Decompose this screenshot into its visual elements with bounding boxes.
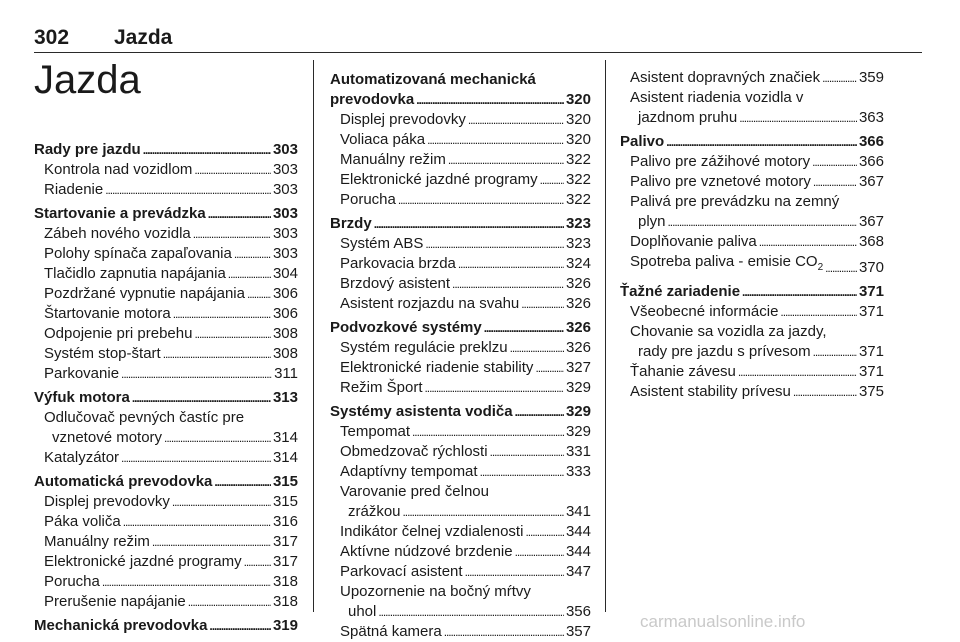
toc-item-label: Parkovanie bbox=[44, 365, 120, 382]
toc-page: 329 bbox=[565, 403, 591, 420]
toc-item-label: Tempomat bbox=[340, 423, 411, 440]
toc-item-label: Prerušenie napájanie bbox=[44, 593, 186, 610]
toc-page: 333 bbox=[565, 463, 591, 480]
toc-column-1 bbox=[34, 140, 298, 636]
toc-item-label: Voliaca páka bbox=[340, 131, 426, 148]
toc-item[interactable] bbox=[330, 170, 591, 190]
toc-page: 320 bbox=[565, 131, 591, 148]
toc-item[interactable] bbox=[620, 152, 884, 172]
toc-section-label: Automatická prevodovka bbox=[34, 473, 213, 490]
toc-item[interactable] bbox=[34, 180, 298, 200]
toc-item[interactable] bbox=[34, 512, 298, 532]
toc-item[interactable] bbox=[330, 442, 591, 462]
toc-item-label: Režim Šport bbox=[340, 379, 423, 396]
toc-item[interactable] bbox=[330, 522, 591, 542]
toc-page: 319 bbox=[272, 617, 298, 634]
toc-section-label: Startovanie a prevádzka bbox=[34, 205, 206, 222]
toc-item-line: Odlučovač pevných častíc pre bbox=[44, 409, 245, 426]
toc-item[interactable] bbox=[34, 572, 298, 592]
toc-item[interactable] bbox=[34, 160, 298, 180]
toc-item-line: Palivá pre prevádzku na zemný bbox=[630, 193, 840, 210]
toc-page: 356 bbox=[565, 603, 591, 620]
toc-page: 329 bbox=[565, 423, 591, 440]
toc-item-label: Kontrola nad vozidlom bbox=[44, 161, 193, 178]
toc-section[interactable] bbox=[330, 318, 591, 338]
toc-item-label: Asistent stability prívesu bbox=[630, 383, 791, 400]
toc-page: 306 bbox=[272, 285, 298, 302]
page-header bbox=[34, 26, 922, 54]
toc-page: 371 bbox=[858, 343, 884, 360]
toc-item-label: Elektronické jazdné programy bbox=[340, 171, 538, 188]
toc-item-label: Indikátor čelnej vzdialenosti bbox=[340, 523, 524, 540]
toc-page: 320 bbox=[565, 91, 591, 108]
toc-page: 327 bbox=[565, 359, 591, 376]
toc-item-line: Asistent riadenia vozidla v bbox=[630, 89, 804, 106]
toc-section-label: Palivo bbox=[620, 133, 665, 150]
toc-page: 303 bbox=[272, 181, 298, 198]
toc-item-label: Tlačidlo zapnutia napájania bbox=[44, 265, 226, 282]
toc-section-label: Rady pre jazdu bbox=[34, 141, 141, 158]
toc-page: 323 bbox=[565, 215, 591, 232]
toc-item[interactable] bbox=[330, 422, 591, 442]
toc-item-label: Porucha bbox=[340, 191, 396, 208]
toc-item-label: Palivo pre vznetové motory bbox=[630, 173, 811, 190]
toc-page: 326 bbox=[565, 319, 591, 336]
toc-page: 322 bbox=[565, 191, 591, 208]
toc-item[interactable] bbox=[34, 224, 298, 244]
toc-page: 311 bbox=[274, 365, 298, 382]
toc-item[interactable] bbox=[330, 150, 591, 170]
page-number: 302 bbox=[34, 26, 70, 49]
watermark: carmanualsonline.info bbox=[640, 612, 806, 631]
toc-item-label: uhol bbox=[348, 603, 377, 620]
toc-item[interactable] bbox=[34, 304, 298, 324]
toc-page: 303 bbox=[272, 161, 298, 178]
toc-item[interactable] bbox=[330, 462, 591, 482]
toc-item-label: Systém ABS bbox=[340, 235, 424, 252]
toc-page: 317 bbox=[272, 533, 298, 550]
toc-item-line: Varovanie pred čelnou bbox=[340, 483, 489, 500]
toc-item-label: Asistent rozjazdu na svahu bbox=[340, 295, 520, 312]
toc-page: 314 bbox=[272, 429, 298, 446]
toc-item-label: vznetové motory bbox=[52, 429, 163, 446]
toc-page: 367 bbox=[858, 213, 884, 230]
toc-page: 326 bbox=[565, 295, 591, 312]
toc-item[interactable] bbox=[330, 274, 591, 294]
toc-page: 322 bbox=[565, 171, 591, 188]
toc-item-label: zrážkou bbox=[348, 503, 401, 520]
toc-page: 367 bbox=[858, 173, 884, 190]
toc-item-label: Štartovanie motora bbox=[44, 305, 171, 322]
toc-item[interactable] bbox=[620, 382, 884, 402]
column-divider bbox=[313, 60, 314, 612]
toc-item-label: Asistent dopravných značiek bbox=[630, 69, 821, 86]
toc-item[interactable] bbox=[330, 622, 591, 642]
toc-section[interactable] bbox=[620, 132, 884, 152]
toc-page: 366 bbox=[858, 153, 884, 170]
toc-page: 344 bbox=[565, 543, 591, 560]
toc-page: 324 bbox=[565, 255, 591, 272]
toc-page: 303 bbox=[272, 141, 298, 158]
toc-item[interactable] bbox=[330, 378, 591, 398]
running-title: Jazda bbox=[114, 26, 173, 49]
toc-item[interactable] bbox=[330, 338, 591, 358]
toc-item[interactable] bbox=[34, 364, 298, 384]
toc-section-label: Brzdy bbox=[330, 215, 372, 232]
toc-item-label: Systém stop-štart bbox=[44, 345, 161, 362]
toc-section-label: Výfuk motora bbox=[34, 389, 130, 406]
toc-item[interactable] bbox=[330, 110, 591, 130]
toc-page: 326 bbox=[565, 339, 591, 356]
toc-item-label: Páka voliča bbox=[44, 513, 121, 530]
toc-page: 366 bbox=[858, 133, 884, 150]
toc-page: 322 bbox=[565, 151, 591, 168]
toc-page: 308 bbox=[272, 325, 298, 342]
toc-item[interactable] bbox=[330, 130, 591, 150]
toc-page: 329 bbox=[565, 379, 591, 396]
toc-page: 371 bbox=[858, 363, 884, 380]
toc-page: 341 bbox=[565, 503, 591, 520]
toc-page: 317 bbox=[272, 553, 298, 570]
toc-item[interactable] bbox=[34, 324, 298, 344]
toc-page: 313 bbox=[272, 389, 298, 406]
toc-page: 303 bbox=[272, 205, 298, 222]
toc-page: 316 bbox=[272, 513, 298, 530]
toc-item-line: Chovanie sa vozidla za jazdy, bbox=[630, 323, 827, 340]
toc-page: 368 bbox=[858, 233, 884, 250]
toc-page: 315 bbox=[272, 493, 298, 510]
toc-section[interactable] bbox=[330, 90, 591, 110]
toc-item-label: Ťahanie závesu bbox=[630, 363, 736, 380]
toc-item-line: Upozornenie na bočný mŕtvy bbox=[340, 583, 531, 600]
header-rule bbox=[34, 52, 922, 53]
toc-item[interactable] bbox=[330, 542, 591, 562]
toc-item[interactable] bbox=[620, 68, 884, 88]
toc-item[interactable] bbox=[330, 294, 591, 314]
toc-item-label: rady pre jazdu s prívesom bbox=[638, 343, 811, 360]
toc-item[interactable] bbox=[620, 212, 884, 232]
toc-section-label: prevodovka bbox=[330, 91, 415, 108]
toc-item[interactable] bbox=[620, 342, 884, 362]
toc-item[interactable] bbox=[330, 254, 591, 274]
toc-item[interactable] bbox=[330, 562, 591, 582]
co2-subscript: 2 bbox=[817, 262, 824, 273]
toc-item[interactable] bbox=[620, 252, 884, 278]
toc-page: 304 bbox=[272, 265, 298, 282]
toc-item-label: Parkovacia brzda bbox=[340, 255, 456, 272]
toc-section[interactable] bbox=[330, 214, 591, 234]
toc-item[interactable] bbox=[34, 428, 298, 448]
toc-item-label: Systém regulácie preklzu bbox=[340, 339, 508, 356]
toc-section[interactable] bbox=[34, 204, 298, 224]
toc-page: 359 bbox=[858, 69, 884, 86]
toc-page: 303 bbox=[272, 245, 298, 262]
toc-item-label: Displej prevodovky bbox=[340, 111, 466, 128]
toc-section-label: Ťažné zariadenie bbox=[620, 283, 741, 300]
column-divider bbox=[605, 60, 606, 612]
toc-item[interactable] bbox=[330, 358, 591, 378]
toc-item-label: jazdnom pruhu bbox=[638, 109, 738, 126]
toc-page: 363 bbox=[858, 109, 884, 126]
chapter-title: Jazda bbox=[34, 58, 141, 102]
toc-item-label: Manuálny režim bbox=[44, 533, 150, 550]
toc-page: 331 bbox=[565, 443, 591, 460]
toc-item-label: Obmedzovač rýchlosti bbox=[340, 443, 488, 460]
toc-item-label: Odpojenie pri prebehu bbox=[44, 325, 193, 342]
toc-item[interactable] bbox=[34, 592, 298, 612]
toc-item-label: Pozdržané vypnutie napájania bbox=[44, 285, 245, 302]
toc-page: 344 bbox=[565, 523, 591, 540]
toc-section[interactable] bbox=[34, 616, 298, 636]
toc-item[interactable] bbox=[34, 244, 298, 264]
toc-item[interactable] bbox=[620, 108, 884, 128]
toc-item-label: Aktívne núdzové brzdenie bbox=[340, 543, 513, 560]
toc-page: 371 bbox=[858, 283, 884, 300]
toc-section[interactable] bbox=[34, 472, 298, 492]
toc-section[interactable] bbox=[330, 402, 591, 422]
toc-item-label: plyn bbox=[638, 213, 666, 230]
toc-page: 308 bbox=[272, 345, 298, 362]
toc-section[interactable] bbox=[620, 282, 884, 302]
toc-item[interactable] bbox=[34, 552, 298, 572]
toc-item[interactable] bbox=[330, 602, 591, 622]
toc-item[interactable] bbox=[34, 264, 298, 284]
toc-item-label: Katalyzátor bbox=[44, 449, 120, 466]
toc-item-label: Manuálny režim bbox=[340, 151, 446, 168]
toc-item-label: Brzdový asistent bbox=[340, 275, 451, 292]
toc-item[interactable] bbox=[330, 234, 591, 254]
toc-column-3 bbox=[620, 68, 884, 402]
toc-item-label: Displej prevodovky bbox=[44, 493, 170, 510]
toc-column-2 bbox=[330, 70, 591, 642]
toc-item-label: Polohy spínača zapaľovania bbox=[44, 245, 232, 262]
toc-page: 370 bbox=[858, 259, 884, 276]
toc-item[interactable] bbox=[34, 532, 298, 552]
toc-item-label: Adaptívny tempomat bbox=[340, 463, 478, 480]
toc-section-label: Mechanická prevodovka bbox=[34, 617, 208, 634]
toc-section-line: Automatizovaná mechanická bbox=[330, 71, 536, 88]
toc-item-label: Parkovací asistent bbox=[340, 563, 463, 580]
toc-item-label: Spätná kamera bbox=[340, 623, 442, 640]
toc-item[interactable] bbox=[620, 302, 884, 322]
toc-item[interactable] bbox=[34, 492, 298, 512]
toc-item[interactable] bbox=[330, 502, 591, 522]
toc-page: 371 bbox=[858, 303, 884, 320]
toc-page: 357 bbox=[565, 623, 591, 640]
toc-page: 318 bbox=[272, 573, 298, 590]
toc-section-label: Podvozkové systémy bbox=[330, 319, 482, 336]
toc-item-label: Spotreba paliva - emisie $CO_2$ bbox=[630, 253, 824, 273]
toc-page: 375 bbox=[858, 383, 884, 400]
toc-item[interactable] bbox=[330, 190, 591, 210]
toc-section[interactable] bbox=[34, 140, 298, 160]
toc-item-label: Všeobecné informácie bbox=[630, 303, 779, 320]
toc-section-label: Systémy asistenta vodiča bbox=[330, 403, 513, 420]
toc-page: 320 bbox=[565, 111, 591, 128]
toc-item-label: Palivo pre zážihové motory bbox=[630, 153, 811, 170]
toc-item-label: Porucha bbox=[44, 573, 100, 590]
toc-item[interactable] bbox=[620, 232, 884, 252]
toc-item[interactable] bbox=[620, 172, 884, 192]
toc-item-label: Elektronické jazdné programy bbox=[44, 553, 242, 570]
toc-item[interactable] bbox=[620, 362, 884, 382]
toc-page: 306 bbox=[272, 305, 298, 322]
toc-item-label: Zábeh nového vozidla bbox=[44, 225, 191, 242]
toc-page: 315 bbox=[272, 473, 298, 490]
toc-page: 318 bbox=[272, 593, 298, 610]
toc-page: 314 bbox=[272, 449, 298, 466]
toc-page: 303 bbox=[272, 225, 298, 242]
toc-item[interactable] bbox=[34, 344, 298, 364]
toc-page: 347 bbox=[565, 563, 591, 580]
toc-item-label: Elektronické riadenie stability bbox=[340, 359, 534, 376]
toc-item-label: Riadenie bbox=[44, 181, 104, 198]
toc-item-label: Doplňovanie paliva bbox=[630, 233, 757, 250]
toc-page: 326 bbox=[565, 275, 591, 292]
toc-item[interactable] bbox=[34, 284, 298, 304]
toc-page: 323 bbox=[565, 235, 591, 252]
toc-item[interactable] bbox=[34, 448, 298, 468]
toc-section[interactable] bbox=[34, 388, 298, 408]
